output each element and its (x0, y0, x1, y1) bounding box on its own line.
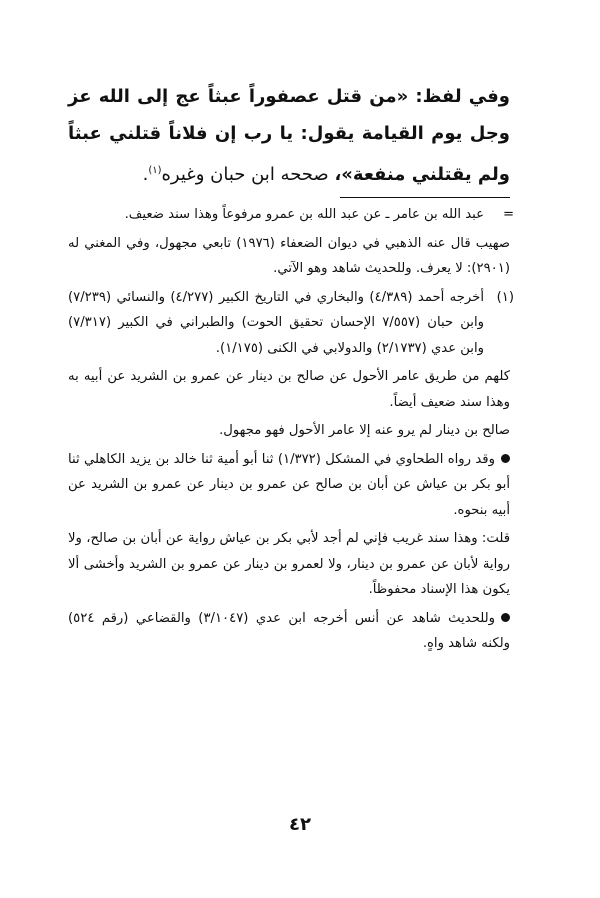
continuation-marker: = (502, 207, 514, 222)
footnote-bullet-paragraph (68, 447, 510, 524)
footnotes (68, 202, 514, 657)
main-text-end: . (142, 164, 149, 185)
footnote-1-marker: (١) (496, 289, 514, 305)
footnote-paragraph: صالح بن دينار لم يرو عنه إلا عامر الأحول فهو مجهول. (219, 423, 510, 438)
footnote-paragraph: قلت: وهذا سند غريب فإني لم أجد لأبي بكر بن عياش رواية عن أبان بن صالح، ولا رواية لأبان عن عمرو بن دينار، ولا لعمرو بن دينار عن عمرو بن الشريد وأخشى ألا يكون هذا الإسناد محفوظاً. (68, 531, 510, 597)
bullet-icon (501, 454, 510, 463)
page-content (68, 78, 514, 660)
bullet-icon (501, 613, 510, 622)
footnote-paragraph-text: وللحديث شاهد عن أنس أخرجه ابن عدي (٣/١٠٤٧) والقضاعي (رقم ٥٢٤) ولكنه شاهد واهٍ. (68, 610, 510, 651)
footnote-paragraph-text: وقد رواه الطحاوي في المشكل (١/٣٧٢) ثنا أبو أمية ثنا خالد بن يزيد الكاهلي ثنا أبو بكر بن عياش عن أبان بن صالح عن عمرو بن دينار عن عمرو بن الشريد عن أبيه بنحوه. (68, 451, 510, 518)
footnote-separator (340, 197, 510, 198)
footnote-paragraph: كلهم من طريق عامر الأحول عن صالح بن دينار عن عمرو بن الشريد عن أبيه به وهذا سند ضعيف أيضاً. (68, 369, 510, 410)
footnote-continuation (68, 202, 514, 228)
footnote-1-text: أخرجه أحمد (٤/٣٨٩) والبخاري في التاريخ الكبير (٤/٢٧٧) والنسائي (٧/٢٣٩) وابن حبان (٧/٥٥٧ الإحسان تحقيق الحوت) والطبراني في الكبير (٧/٣١٧) وابن عدي (٢/١٧٣٧) والدولابي في الكنى (١/١٧٥). (68, 289, 485, 356)
footnote-reference: (١) (148, 165, 162, 176)
main-text-tail: صححه ابن حبان وغيره (161, 164, 335, 185)
main-text (68, 78, 510, 193)
page-number: ٤٢ (289, 814, 311, 835)
footnote-1 (68, 285, 514, 362)
footnote-bullet-paragraph (68, 606, 510, 657)
footnote-paragraph: صهيب قال عنه الذهبي في ديوان الضعفاء (١٩٧٦) تابعي مجهول، وفي المغني له (٢٩٠١): لا يعرف. وللحديث شاهد وهو الآتي. (68, 235, 511, 276)
main-text-body: وفي لفظ: «من قتل عصفوراً عبثاً عج إلى الله عز وجل يوم القيامة يقول: يا رب إن فلاناً قتلني عبثاً ولم يقتلني منفعة»، (68, 86, 510, 185)
continuation-text: عبد الله بن عامر ـ عن عبد الله بن عمرو مرفوعاً وهذا سند ضعيف. (124, 207, 484, 222)
